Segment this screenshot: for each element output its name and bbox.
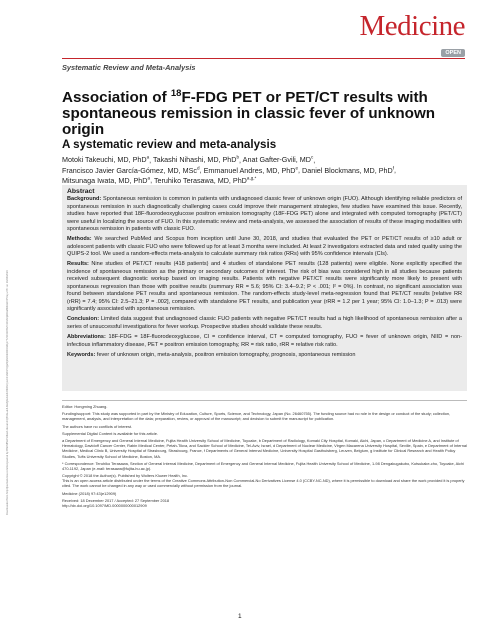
abstract-box (62, 185, 467, 391)
abstract-keywords: Keywords: fever of unknown origin, meta-analysis, positron emission tomography, prognosis, spontaneous remission (67, 351, 356, 358)
received-note: Received: 18 December 2017 / Accepted: 27 September 2018 http://dx.doi.org/10.1097/MD.0000000000012909 (62, 497, 170, 508)
affiliations-note: a Department of Emergency and General Internal Medicine, Fujita Health University School of Medicine, Toyoake, b Department of Radiology, Komaki City Hospital, Komaki, Aichi, Japan, c Department of Medicine A, and Institute of Hematology, Davidoff Cancer Center, Rabin Medical Center, Petah-Tikva, and Sackler School of Medicine, Tel-Aviv, Israel, d Department of Nuclear Medicine, Virgen Macarena University Hospital, Seville, Spain, e Department of Internal Medicine, Medical Clinic B, University Hospital of Strasbourg, Strasbourg, France, f Departments of General Internal Medicine, University Hospital Gasthuisberg, Leuven, Belgium, g Institute for Clinical Research and Health Policy Studies, Tufts University School of Medicine, Boston, MA. (62, 437, 467, 459)
author: Teruhiko Terasawa, MD, PhD$^{a,g,*}$ (153, 175, 257, 185)
abstract-results: Results: Nine studies of PET/CT results (418 patients) and 4 studies of standalone PET results (128 patients) were eligible. None explicitly specified the incidence of spontaneous remission as the primary or secondary outcomes of interest. The risk of bias was considered high in all studies because patients received subsequent diagnostic workup based on imaging results. Patients with negative PET/CT results were significantly more likely to present with spontaneous regression than those with positive results (summary RR = 5.6; 95% CI: 3.4–9.2; P < .001; I² = 0%). In contrast, no significant association was found between standalone PET results and spontaneous remission. The random-effects study-level meta-regression found that PET/CT results [relative RR (rRR) = 7.4; 95% CI: 2.5–21.3; P = .002], compared with standalone PET results, and publication year (rRR = 1.2 per 1 year; 95% CI: 1.0–1.3; P = .013) were significantly associated with spontaneous remission. (67, 261, 462, 313)
journal-logo: Medicine (359, 10, 465, 42)
title-end: F-FDG PET or PET/CT results with spontaneous remission in classic fever of unknown origin (62, 89, 436, 139)
author: Emmanuel Andres, MD, PhD$^e$ (203, 165, 299, 175)
footnote-divider (62, 400, 467, 401)
article-subtitle: A systematic review and meta-analysis (62, 138, 277, 151)
abstract-methods: Methods: We searched PubMed and Scopus from inception until June 30, 2018, and studies that evaluated the PET or PET/CT results of ≥10 adult or adolescent patients with classic FUO who were followed up for at least 3 months were included. At least 2 investigators extracted data and rated quality using the QUIPS-2 tool. We used a random-effects meta-analysis to calculate summary risk ratios (RRs) with 95% confidence intervals (CIs). (67, 236, 462, 258)
title-isotope-superscript: 18 (170, 88, 182, 99)
funding-note: Funding/support: This study was supported in part by the Ministry of Education, Culture, Sports, Science, and Technology, Japan (No. 26460755). The funding source had no role in the design or conduct of the study; collection, management, analysis, and interpretation of the data; preparation, review, or approval of the manuscript; and decision to submit the manuscript for publication. (62, 411, 451, 422)
download-sidebar (6, 175, 14, 515)
abstract-abbreviations: Abbreviations: 18F-FDG = 18F-fluorodeoxyglucose, CI = confidence interval, CT = computed tomography, FUO = fever of unknown origin, NIID = non-infectious inflammatory disease, PET = positron emission tomography, RR = risk ratio, rRR = relative risk ratio. (67, 334, 462, 348)
correspondence-note: * Correspondence: Teruhiko Terasawa, Section of General Internal Medicine, Department of Emergency and General Internal Medicine, Fujita Health University School of Medicine, 1-98 Dengakugakubo, Kutsukake-cho, Toyoake, Aichi 470-1192, Japan (e-mail: terasawa@fujita-hu.ac.jp). (62, 460, 465, 471)
conflict-note: The authors have no conflicts of interest. (62, 423, 133, 429)
editor-note: Editor: Hongming Zhuang. (62, 404, 108, 409)
open-access-badge: OPEN (441, 49, 465, 57)
author: Daniel Blockmans, MD, PhD$^f$ (302, 165, 394, 175)
page-number: 1 (238, 613, 242, 620)
title-start: Association of (62, 89, 171, 107)
doi-link[interactable]: http://dx.doi.org/10.1097/MD.0000000000012909 (62, 503, 147, 508)
author: Motoki Takeuchi, MD, PhD$^a$ (62, 155, 150, 165)
supplemental-note: Supplemental Digital Content is available for this article. (62, 430, 159, 436)
author: Francisco Javier García-Gómez, MD, MSc$^d$ (62, 165, 200, 175)
copyright-note: Copyright © 2018 the Author(s). Published by Wolters Kluwer Health, Inc. This is an open access article distributed under the terms of the Creative Commons Attribution-Non Commercial-No Derivatives License 4.0 (CCBY-NC-ND), where it is permissible to download and share the work provided it is properly cited. The work cannot be changed in any way or used commercially without permission from the journal. (62, 473, 465, 489)
section-label: Systematic Review and Meta-Analysis (62, 63, 196, 72)
footnotes (62, 404, 467, 510)
author: Anat Gafter-Gvili, $MD^c$ (242, 155, 314, 165)
article-title (62, 89, 457, 138)
citation-note: Medicine (2018) 97:43(e12909) (62, 490, 117, 496)
abstract-background: Background: Spontaneous remission is common in patients with undiagnosed classic fever of unknown origin (FUO). Although identifying reliable predictors of spontaneous remission in such diagnostically challenging cases could improve their management strategies, few studies have examined this issue. Recently, studies have reported that 18F-fluorodeoxyglucose positron emission tomography (18F-FDG PET) alone and integrated with computed tomography (PET/CT) were useful in localizing the source of FUO. In this systematic review and meta-analysis, we assessed the association of results of these imaging modalities with spontaneous remission in patients with classic FUO. (67, 196, 462, 233)
abstract-conclusion: Conclusion: Limited data suggest that undiagnosed classic FUO patients with negative PET/CT results had a high likelihood of spontaneous remission after a series of unsuccessful investigations for fever workup. Prospective studies should validate these results. (67, 316, 462, 330)
author-list: Motoki Takeuchi, MD, PhD$^a$, Takashi Nihashi, MD, PhD$^b$, Anat Gafter-Gvili, $MD^c$, Francisco Javier García-Gómez, MD, MSc$^d$, Emmanuel Andres, MD, PhD$^e$, Daniel Blockmans, MD, PhD$^f$, Mitsunaga Iwata, MD, PhD$^a$, Teruhiko Terasawa, MD, PhD$^{a,g,*}$ (62, 155, 396, 185)
abstract-heading: Abstract (67, 188, 95, 195)
section-header (62, 58, 465, 75)
author: Takashi Nihashi, MD, PhD$^b$ (153, 155, 240, 165)
author: Mitsunaga Iwata, MD, PhD$^a$ (62, 175, 151, 185)
journal-masthead (359, 12, 465, 59)
download-notice: Downloaded from http://journals.lww.com/md-journal by BhDMf5ePHKav1zEoum1tQfN4a+kJLhEZgbsIHo4XMi0hCywCX1AWnYQp/IlQrHD3i3D0OdRyi7TvSFl4Cf3VC4/OAVpDDa8KKGKV0Ymy+78= on 10/24/2023 (6, 270, 9, 515)
